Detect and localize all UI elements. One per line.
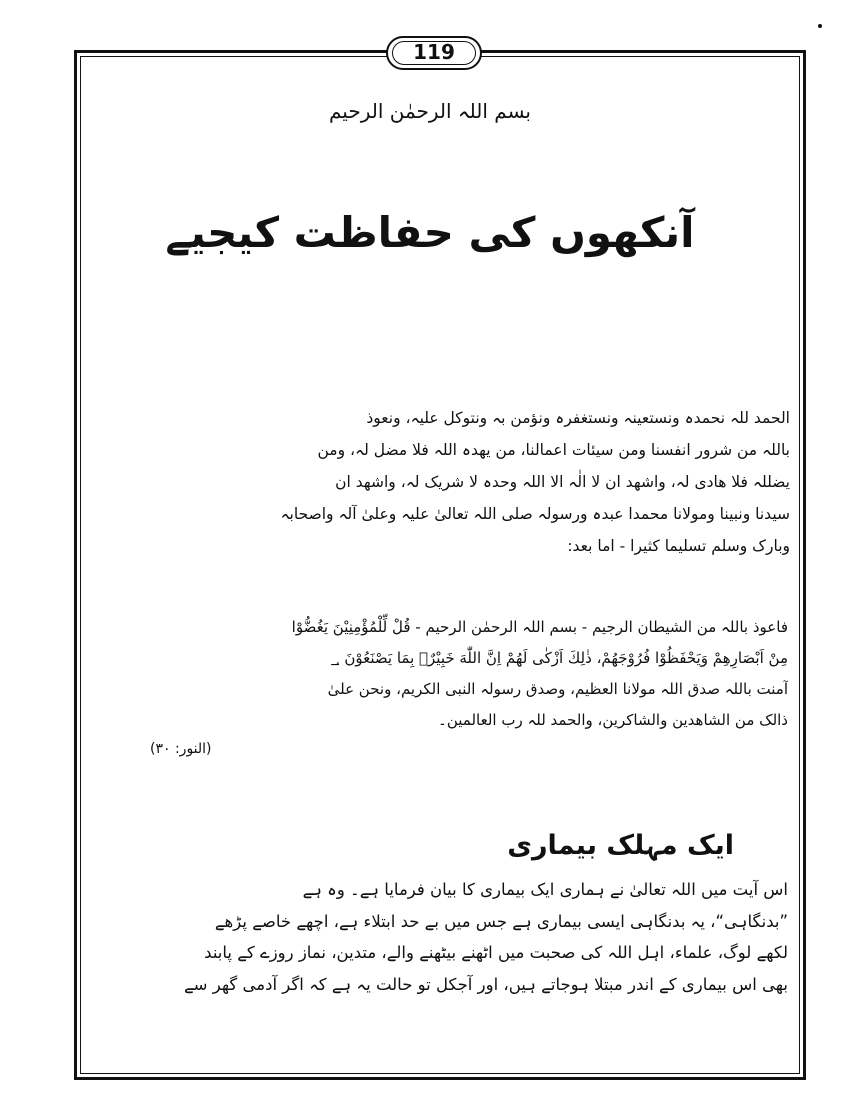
khutba-line: باللہ من شرور انفسنا ومن سیئات اعمالنا، من یھدہ اللہ فلا مضل لہ، ومن	[317, 441, 790, 459]
khutba-line: وبارک وسلم تسلیما کثیرا - اما بعد:	[567, 537, 790, 555]
body-line: اس آیت میں اللہ تعالیٰ نے ہماری ایک بیماری کا بیان فرمایا ہے۔ وہ ہے	[302, 880, 788, 899]
verse-reference: (النور: ۳۰)	[150, 741, 212, 757]
khutba-paragraph	[96, 402, 790, 562]
verse-line: مِنْ اَبْصَارِهِمْ وَيَحْفَظُوْا فُرُوْجَهُمْ، ذٰلِكَ اَزْكٰى لَهُمْ اِنَّ اللّٰهَ خَبِيْرٌۢ بِمَا يَصْنَعُوْنَ ؀	[330, 649, 788, 667]
section-body	[98, 874, 788, 1000]
khutba-line: یضللہ فلا ھادی لہ، واشھد ان لا الٰہ الا اللہ وحدہ لا شریک لہ، واشھد ان	[335, 473, 790, 491]
bismillah: بسم اللہ الرحمٰن الرحیم	[328, 99, 531, 123]
verse-line: آمنت باللہ صدق اللہ مولانا العظیم، وصدق رسولہ النبی الکریم، ونحن علیٰ	[327, 680, 788, 698]
body-line: لکھے لوگ، علماء، اہل اللہ کی صحبت میں اٹھنے بیٹھنے والے، متدین، نماز روزے کے پابند	[204, 943, 788, 962]
verse-line: ذالک من الشاھدین والشاکرین، والحمد للہ رب العالمین۔	[438, 711, 788, 729]
verse-paragraph	[104, 612, 788, 736]
page-title: آنکھوں کی حفاظت کیجیے	[165, 208, 695, 257]
body-line: ”بدنگاہی“، یہ بدنگاہی ایسی بیماری ہے جس میں بے حد ابتلاء ہے، اچھے خاصے پڑھے	[214, 911, 788, 931]
page-number: 119	[386, 36, 482, 70]
page-speck	[818, 24, 822, 28]
body-line: بھی اس بیماری کے اندر مبتلا ہوجاتے ہیں، اور آجکل تو حالت یہ ہے کہ اگر آدمی گھر سے	[183, 974, 788, 994]
section-heading: ایک مہلک بیماری	[507, 830, 734, 861]
verse-line: فاعوذ باللہ من الشیطان الرجیم - بسم اللہ الرحمٰن الرحیم - قُلْ لِّلْمُؤْمِنِيْنَ يَغُضُّوْا	[291, 618, 788, 636]
khutba-line: سیدنا ونبینا ومولانا محمدا عبدہ ورسولہ صلی اللہ تعالیٰ علیہ وعلیٰ آلہ واصحابہ	[280, 505, 790, 523]
khutba-line: الحمد للہ نحمدہ ونستعینہ ونستغفرہ ونؤمن بہ ونتوکل علیہ، ونعوذ	[366, 409, 790, 427]
